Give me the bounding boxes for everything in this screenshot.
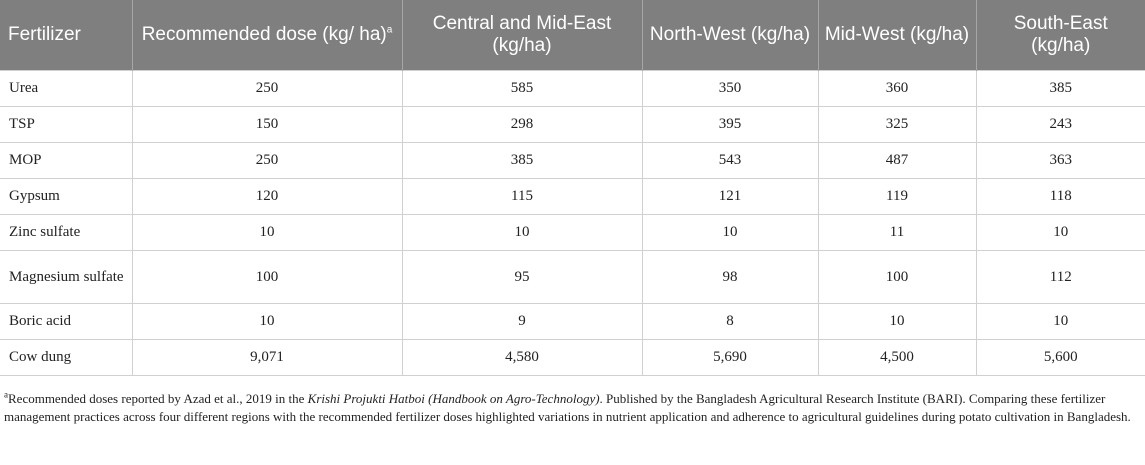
header-mid-west: Mid-West (kg/ha) (818, 0, 976, 71)
cell-value: 350 (642, 71, 818, 107)
cell-value: 363 (976, 143, 1145, 179)
header-fertilizer: Fertilizer (0, 0, 132, 71)
header-central-mid-east: Central and Mid-East (kg/ha) (402, 0, 642, 71)
cell-value: 10 (976, 215, 1145, 251)
cell-value: 115 (402, 179, 642, 215)
cell-value: 8 (642, 304, 818, 340)
cell-value: 119 (818, 179, 976, 215)
cell-value: 9 (402, 304, 642, 340)
cell-value: 250 (132, 71, 402, 107)
cell-value: 5,600 (976, 340, 1145, 376)
cell-value: 150 (132, 107, 402, 143)
footnote-marker: a (386, 24, 393, 36)
cell-value: 9,071 (132, 340, 402, 376)
table-row (0, 179, 1145, 215)
cell-value: 112 (976, 251, 1145, 304)
cell-value: 118 (976, 179, 1145, 215)
cell-value: 10 (132, 215, 402, 251)
header-south-east: South-East (kg/ha) (976, 0, 1145, 71)
cell-value: 10 (402, 215, 642, 251)
cell-value: 95 (402, 251, 642, 304)
header-row (0, 0, 1145, 71)
row-label: Magnesium sulfate (0, 251, 132, 304)
table-row (0, 71, 1145, 107)
cell-value: 385 (402, 143, 642, 179)
cell-value: 243 (976, 107, 1145, 143)
cell-value: 360 (818, 71, 976, 107)
row-label: MOP (0, 143, 132, 179)
row-label: Cow dung (0, 340, 132, 376)
cell-value: 10 (642, 215, 818, 251)
table-row (0, 107, 1145, 143)
cell-value: 250 (132, 143, 402, 179)
cell-value: 298 (402, 107, 642, 143)
cell-value: 385 (976, 71, 1145, 107)
cell-value: 120 (132, 179, 402, 215)
cell-value: 543 (642, 143, 818, 179)
header-recommended-dose (132, 0, 402, 71)
cell-value: 585 (402, 71, 642, 107)
cell-value: 325 (818, 107, 976, 143)
cell-value: 4,580 (402, 340, 642, 376)
cell-value: 10 (132, 304, 402, 340)
cell-value: 98 (642, 251, 818, 304)
header-recommended-dose-label: Recommended dose (kg/ ha) (141, 24, 387, 45)
row-label: Boric acid (0, 304, 132, 340)
table-row (0, 215, 1145, 251)
table-footnote (4, 390, 1141, 426)
footnote-book-title: Krishi Projukti Hatboi (Handbook on Agro-Technology) (307, 391, 600, 406)
cell-value: 11 (818, 215, 976, 251)
header-north-west: North-West (kg/ha) (642, 0, 818, 71)
footnote-text-after: . Published by the Bangladesh Agricultural Research Institute (BARI). Comparing these fertilizer management practices across four different regions with the recommended fertilizer doses highlighted variations in nutrient application and adherence to agricultural guidelines during potato cultivation in Bangladesh. (4, 391, 1131, 424)
footnote-marker: a (4, 389, 8, 400)
cell-value: 121 (642, 179, 818, 215)
footnote-text-before: Recommended doses reported by Azad et al., 2019 in the (8, 391, 308, 406)
table-row (0, 340, 1145, 376)
row-label: Zinc sulfate (0, 215, 132, 251)
cell-value: 10 (818, 304, 976, 340)
cell-value: 4,500 (818, 340, 976, 376)
row-label: Gypsum (0, 179, 132, 215)
cell-value: 100 (132, 251, 402, 304)
table-row (0, 143, 1145, 179)
table-row (0, 304, 1145, 340)
cell-value: 487 (818, 143, 976, 179)
cell-value: 395 (642, 107, 818, 143)
row-label: TSP (0, 107, 132, 143)
cell-value: 10 (976, 304, 1145, 340)
cell-value: 100 (818, 251, 976, 304)
table-row (0, 251, 1145, 304)
cell-value: 5,690 (642, 340, 818, 376)
row-label: Urea (0, 71, 132, 107)
